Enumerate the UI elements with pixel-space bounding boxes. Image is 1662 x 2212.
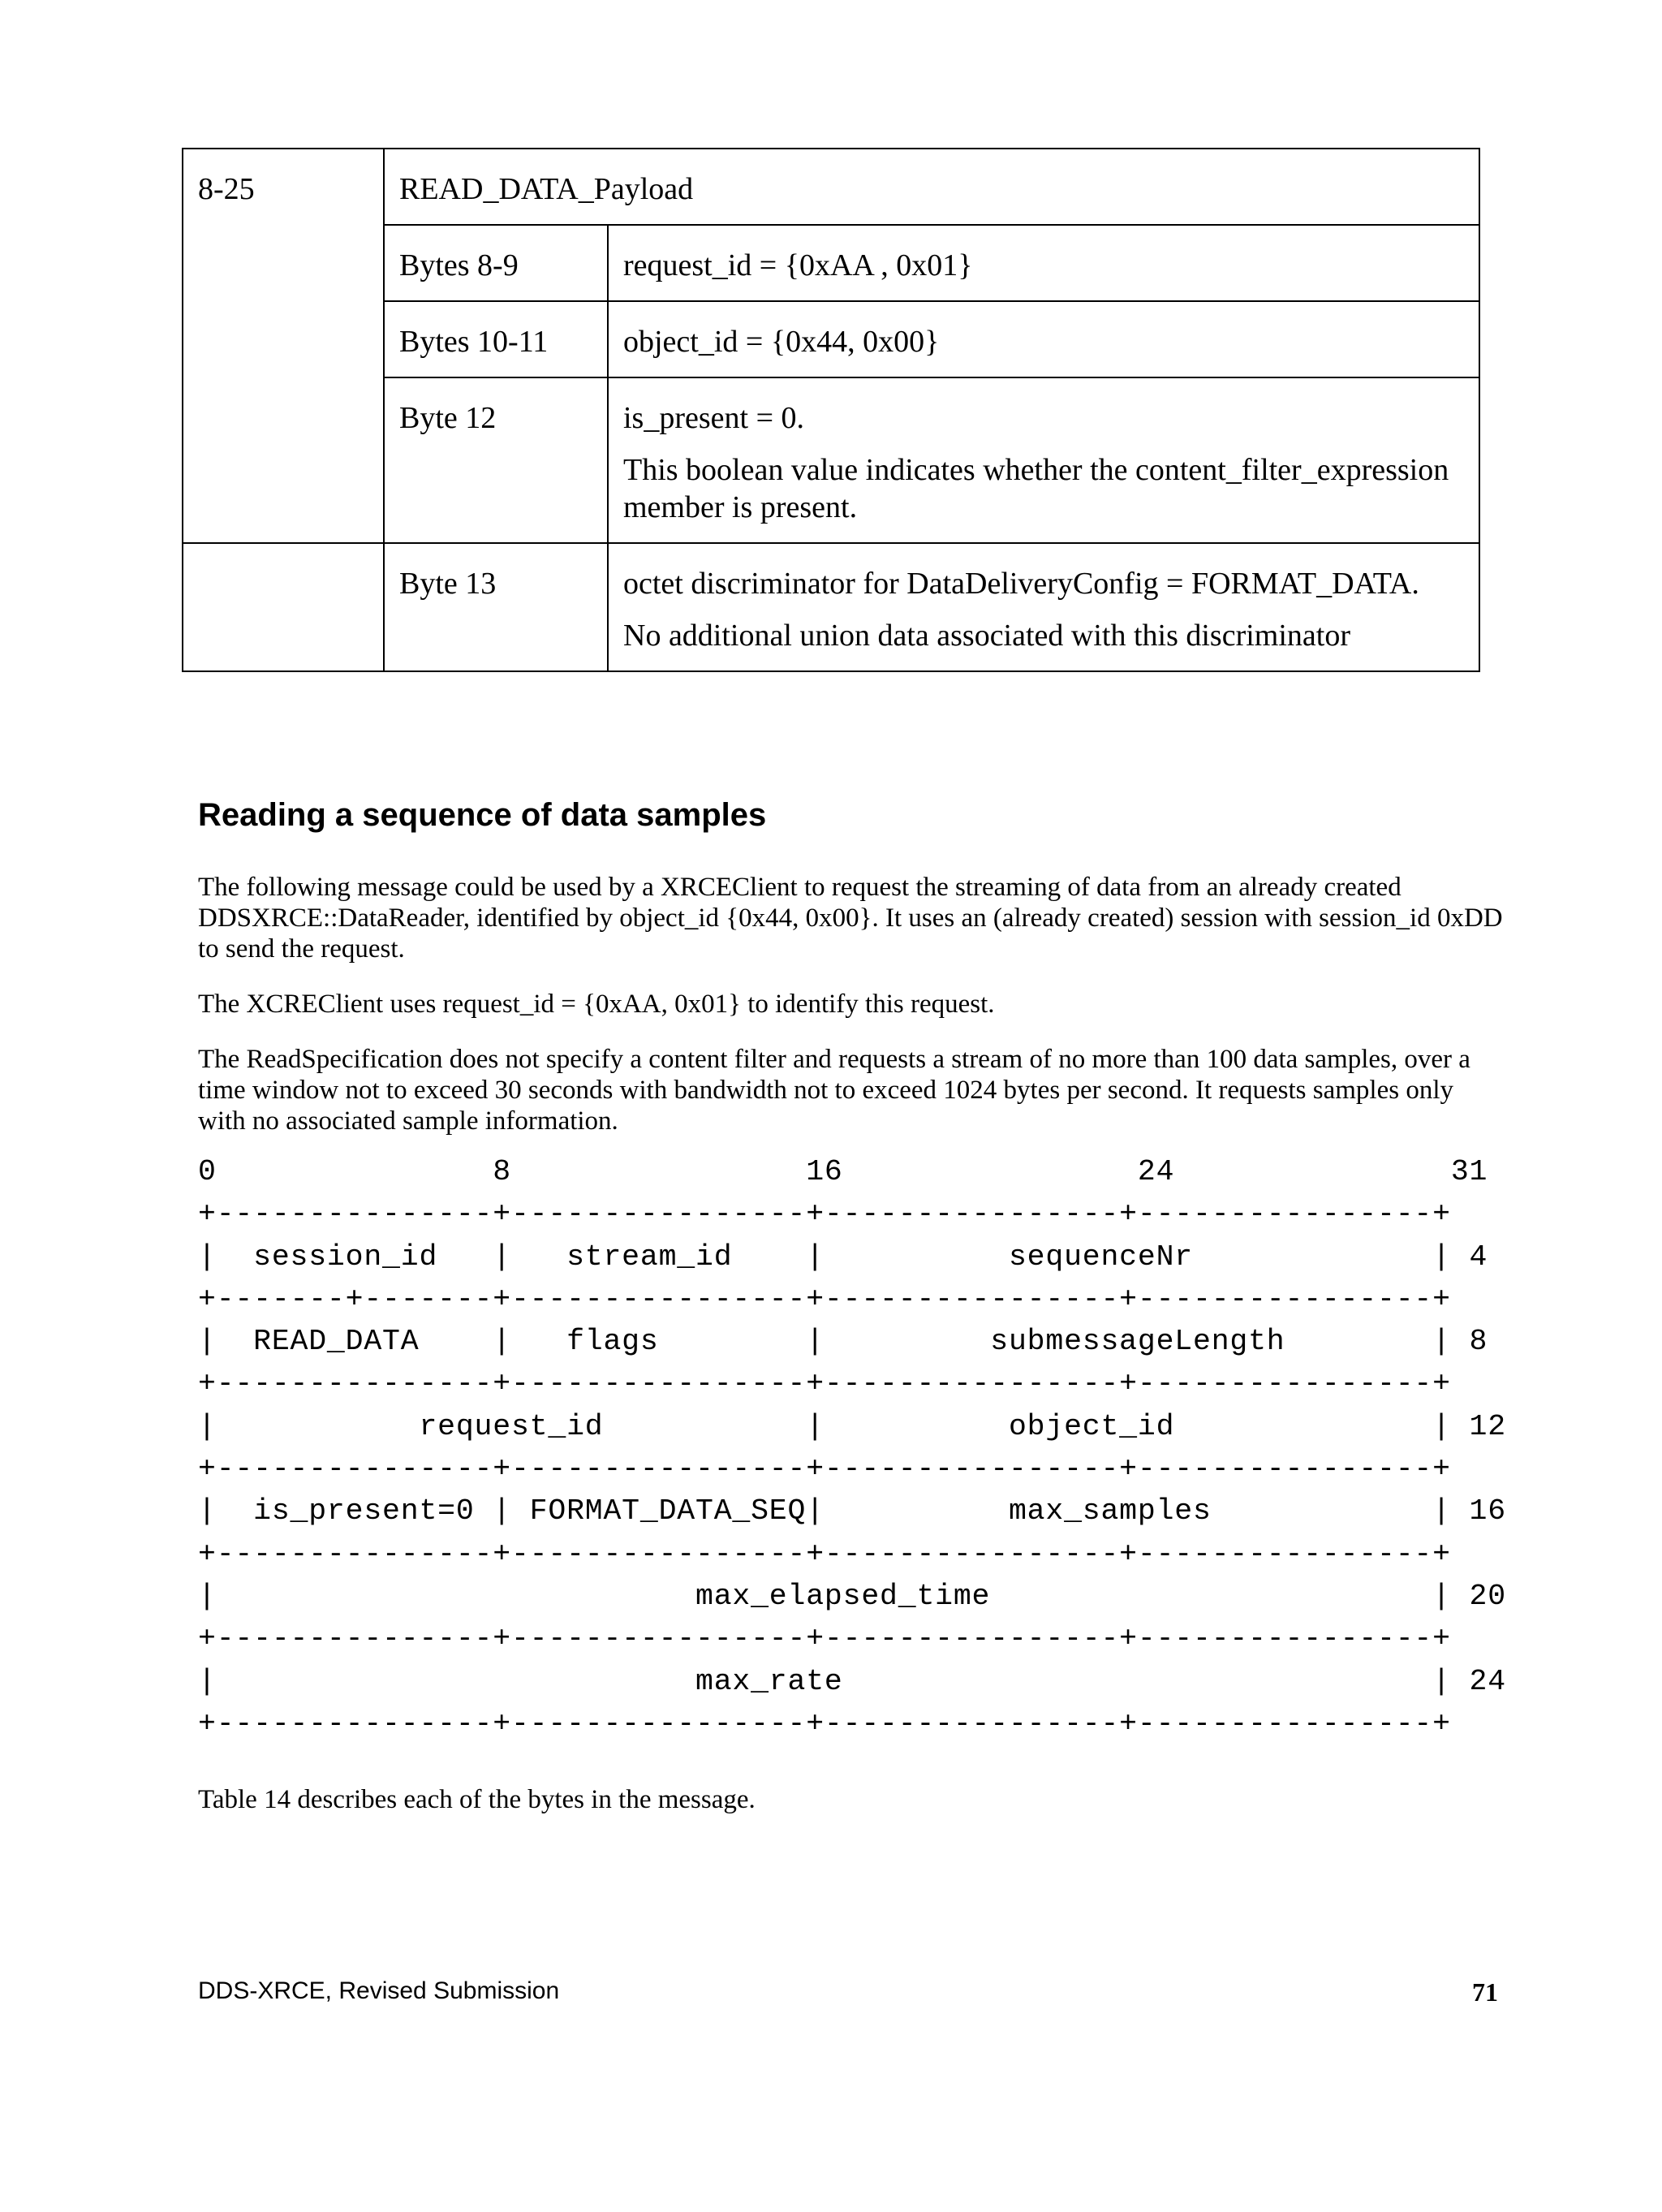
paragraph: The ReadSpecification does not specify a content filter and requests a stream of no more than 100 data samples, over a time window not to exceed 30 seconds with bandwidth not to exceed 1024 bytes per second. It requests samples only with no associated sample information. (198, 1045, 1470, 1136)
desc-cell (608, 377, 1479, 543)
closing-paragraph: Table 14 describes each of the bytes in the message. (198, 1785, 756, 1814)
diagram-line: +---------------+----------------+----------------+----------------+ (198, 1197, 1451, 1231)
diagram-line: +---------------+----------------+----------------+----------------+ (198, 1622, 1451, 1656)
diagram-line: | max_rate | 24 (198, 1664, 1506, 1698)
empty-cell (183, 301, 384, 377)
bytes-cell (384, 377, 608, 543)
page-number: 71 (1472, 1977, 1498, 2007)
payload-table (182, 148, 1480, 672)
diagram-line: 0 8 16 24 31 (198, 1155, 1488, 1188)
paragraph: The following message could be used by a XRCEClient to request the streaming of data from an already created DDSXRCE::DataReader, identified by object_id {0x44, 0x00}. It uses an (already created) session with session_id 0xDD to send the request. (198, 873, 1503, 964)
bytes-label: Bytes 10-11 (399, 325, 549, 359)
desc-text: request_id = {0xAA , 0x01} (623, 248, 973, 282)
empty-cell (183, 543, 384, 671)
bytes-cell (384, 225, 608, 301)
diagram-line: | session_id | stream_id | sequenceNr | 4 (198, 1240, 1488, 1274)
desc-text: No additional union data associated with this discriminator (623, 619, 1350, 653)
diagram-line: | request_id | object_id | 12 (198, 1409, 1506, 1443)
paragraph: The XCREClient uses request_id = {0xAA, 0x01} to identify this request. (198, 990, 995, 1019)
empty-cell (183, 225, 384, 301)
desc-text: object_id = {0x44, 0x00} (623, 325, 940, 359)
payload-title: READ_DATA_Payload (399, 172, 694, 206)
bytes-cell (384, 301, 608, 377)
diagram-line: | max_elapsed_time | 20 (198, 1579, 1506, 1613)
empty-cell (183, 377, 384, 543)
section-number: 8-25 (198, 172, 255, 206)
footer-document-title: DDS-XRCE, Revised Submission (198, 1977, 560, 2004)
diagram-line: +---------------+----------------+----------------+----------------+ (198, 1367, 1451, 1401)
diagram-line: | is_present=0 | FORMAT_DATA_SEQ| max_samples | 16 (198, 1494, 1506, 1529)
diagram-line: +---------------+----------------+----------------+----------------+ (198, 1452, 1451, 1486)
section-heading: Reading a sequence of data samples (198, 797, 767, 833)
desc-cell (608, 543, 1479, 671)
desc-text: octet discriminator for DataDeliveryConfig = FORMAT_DATA. (623, 567, 1419, 601)
desc-text: This boolean value indicates whether the content_filter_expression member is present. (623, 453, 1449, 524)
diagram-line: +---------------+----------------+----------------+----------------+ (198, 1706, 1451, 1740)
bytes-label: Byte 13 (399, 567, 497, 601)
diagram-line: +-------+-------+----------------+----------------+----------------+ (198, 1282, 1451, 1316)
bytes-cell (384, 543, 608, 671)
diagram-line: | READ_DATA | flags | submessageLength | 8 (198, 1325, 1488, 1359)
desc-cell (608, 225, 1479, 301)
diagram-line: +---------------+----------------+----------------+----------------+ (198, 1537, 1451, 1571)
desc-text: is_present = 0. (623, 401, 805, 435)
desc-cell (608, 301, 1479, 377)
bytes-label: Bytes 8-9 (399, 248, 519, 282)
payload-title-cell (384, 149, 1479, 225)
bytes-label: Byte 12 (399, 401, 497, 435)
message-layout-diagram (198, 1151, 1506, 1745)
section-number-cell (183, 149, 384, 225)
